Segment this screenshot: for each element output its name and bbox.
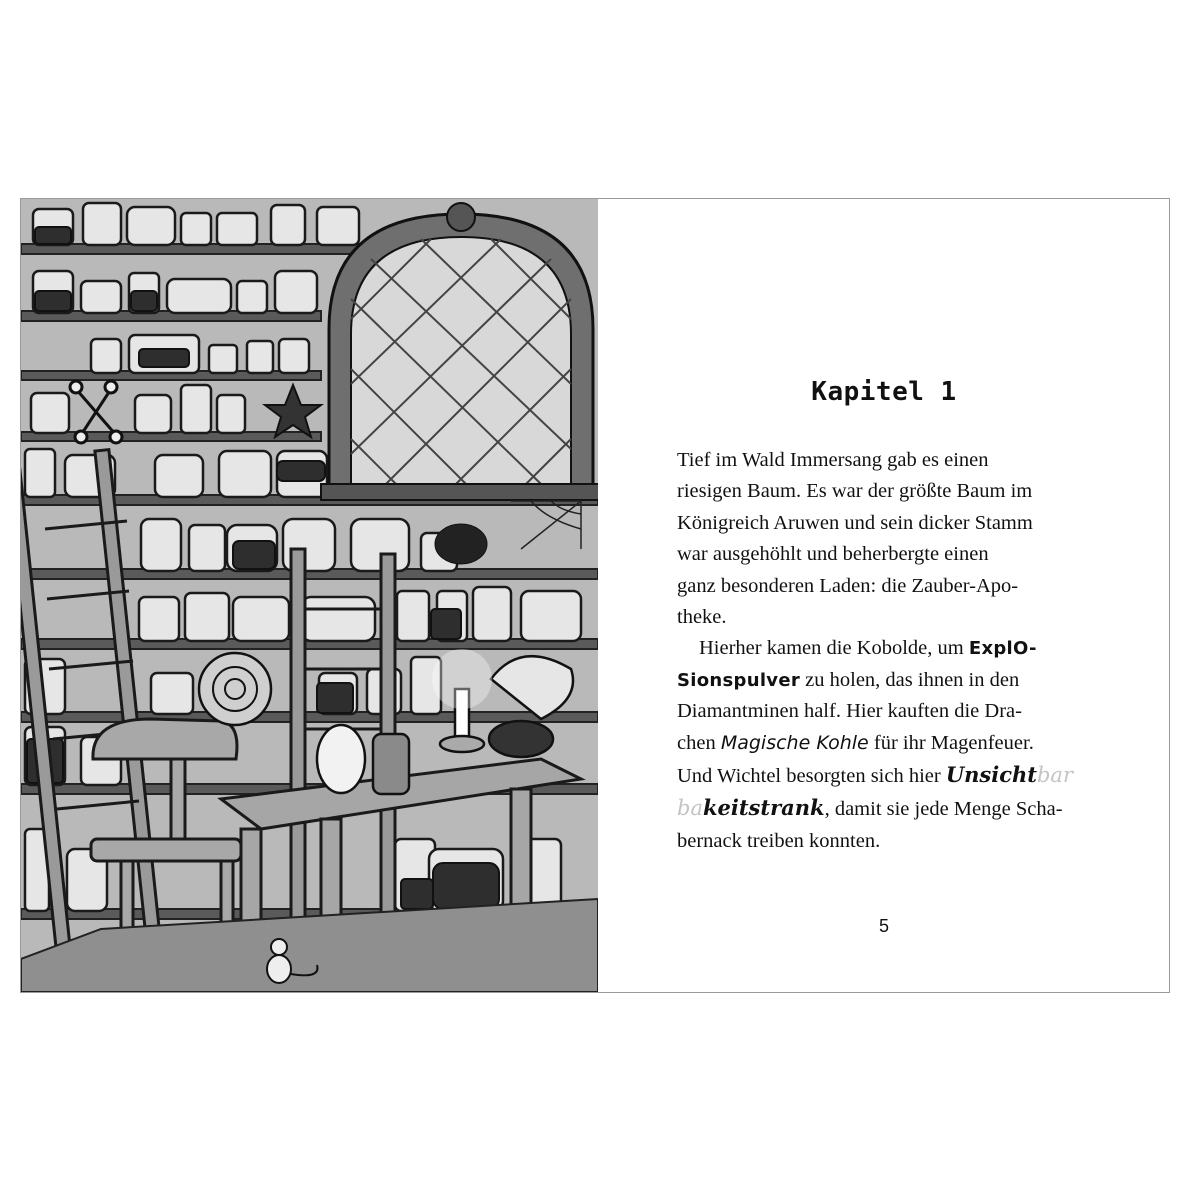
keyword-magische-kohle: Magische Kohle xyxy=(720,731,869,754)
text-line: bernack treiben konnten. xyxy=(677,829,881,852)
text-page xyxy=(598,199,1170,992)
apothecary-shop-drawing xyxy=(21,199,598,992)
text-segment: Und Wichtel besorgten sich hier xyxy=(677,765,946,788)
text-segment: für ihr Magenfeuer. xyxy=(868,731,1034,754)
book-spread xyxy=(20,198,1170,993)
page-number: 5 xyxy=(878,916,889,936)
keyword-dark-letters: Unsicht xyxy=(945,762,1037,788)
text-line: riesigen Baum. Es war der größte Baum im xyxy=(677,480,1033,503)
keyword-faded-letters: ba xyxy=(677,796,703,821)
text-line: Diamantminen half. Hier kauften die Dra- xyxy=(677,700,1022,723)
text-line: Königreich Aruwen und sein dicker Stamm xyxy=(677,511,1033,534)
arched-window xyxy=(321,203,598,500)
keyword-explosionspulver-part2: Sionspulver xyxy=(677,669,801,691)
keyword-unsichtbarkeitstrank-part1 xyxy=(946,763,1073,787)
story-text xyxy=(677,445,1107,857)
text-segment: zu holen, das ihnen in den xyxy=(800,668,1020,691)
keyword-dark-letters: keitstrank xyxy=(702,795,825,821)
text-line: ganz besonderen Laden: die Zauber-Apo- xyxy=(677,574,1019,597)
keyword-faded-letters: bar xyxy=(1036,763,1073,788)
text-line: Tief im Wald Immersang gab es einen xyxy=(677,449,989,471)
apothecary-illustration xyxy=(21,199,598,992)
chapter-title: Kapitel 1 xyxy=(811,377,957,407)
paragraph-1 xyxy=(677,445,1107,633)
text-segment: , damit sie jede Menge Scha- xyxy=(824,798,1063,821)
keyword-explosionspulver-part1: ExplO- xyxy=(968,638,1037,660)
text-segment: chen xyxy=(677,731,721,754)
text-line: war ausgehöhlt und beherbergte einen xyxy=(677,543,989,566)
text-line: theke. xyxy=(677,606,727,629)
paragraph-2 xyxy=(677,633,1107,857)
text-segment: Hierher kamen die Kobolde, um xyxy=(699,637,969,660)
keyword-unsichtbarkeitstrank-part2 xyxy=(677,796,825,820)
